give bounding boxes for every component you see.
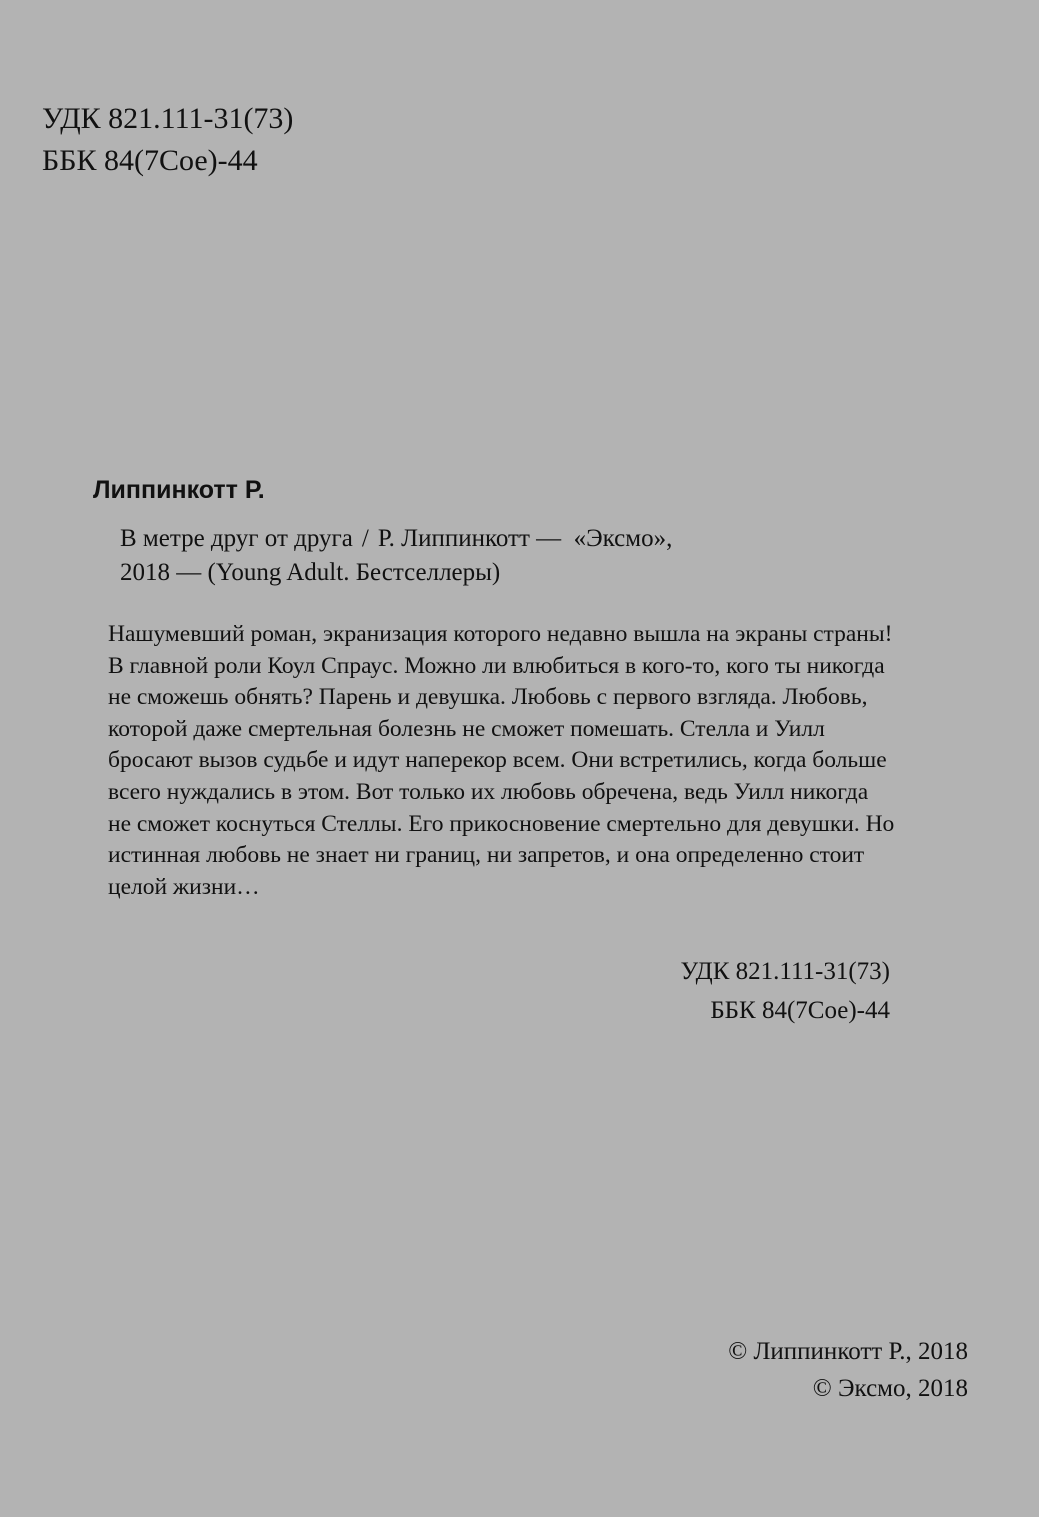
responsibility: Р. Липпинкотт —	[377, 525, 562, 552]
classification-codes-top	[42, 98, 293, 182]
udk-code: УДК 821.111-31(73)	[42, 102, 294, 135]
bbk-code: ББК 84(7Сое)-44	[42, 144, 258, 177]
author-heading: Липпинкотт Р.	[93, 476, 265, 504]
bibliographic-line-2: 2018 — (Young Adult. Бестселлеры)	[120, 559, 501, 586]
annotation-line: истинная любовь не знает ни границ, ни запретов, и она определенно стоит	[108, 842, 865, 869]
annotation-line: Нашумевший роман, экранизация которого недавно вышла на экраны страны!	[108, 621, 893, 647]
classification-codes-bottom	[680, 952, 890, 1030]
title-separator: /	[361, 525, 369, 552]
copyright-publisher: © Эксмо, 2018	[812, 1375, 968, 1402]
annotation-line: которой даже смертельная болезнь не сможет помешать. Стелла и Уилл	[108, 715, 825, 742]
annotation	[108, 619, 894, 903]
annotation-line: бросают вызов судьбе и идут наперекор всем. Они встретились, когда больше	[108, 747, 887, 774]
publisher: «Эксмо»,	[573, 525, 673, 552]
annotation-line: целой жизни…	[108, 873, 260, 900]
book-title: В метре друг от друга	[120, 525, 353, 552]
annotation-line: не сможет коснуться Стеллы. Его прикосновение смертельно для девушки. Но	[108, 810, 895, 837]
copyright-author: © Липпинкотт Р., 2018	[728, 1338, 968, 1365]
udk-code-bottom: УДК 821.111-31(73)	[680, 958, 890, 985]
annotation-line: всего нуждались в этом. Вот только их любовь обречена, ведь Уилл никогда	[108, 778, 869, 805]
bbk-code-bottom: ББК 84(7Сое)-44	[710, 997, 890, 1024]
bibliographic-description	[120, 522, 672, 590]
bibliographic-line-1	[120, 522, 672, 556]
copyright-block	[728, 1333, 968, 1407]
annotation-line: не сможешь обнять? Парень и девушка. Любовь с первого взгляда. Любовь,	[108, 684, 868, 711]
annotation-line: В главной роли Коул Спраус. Можно ли влюбиться в кого-то, кого ты никогда	[108, 652, 885, 679]
